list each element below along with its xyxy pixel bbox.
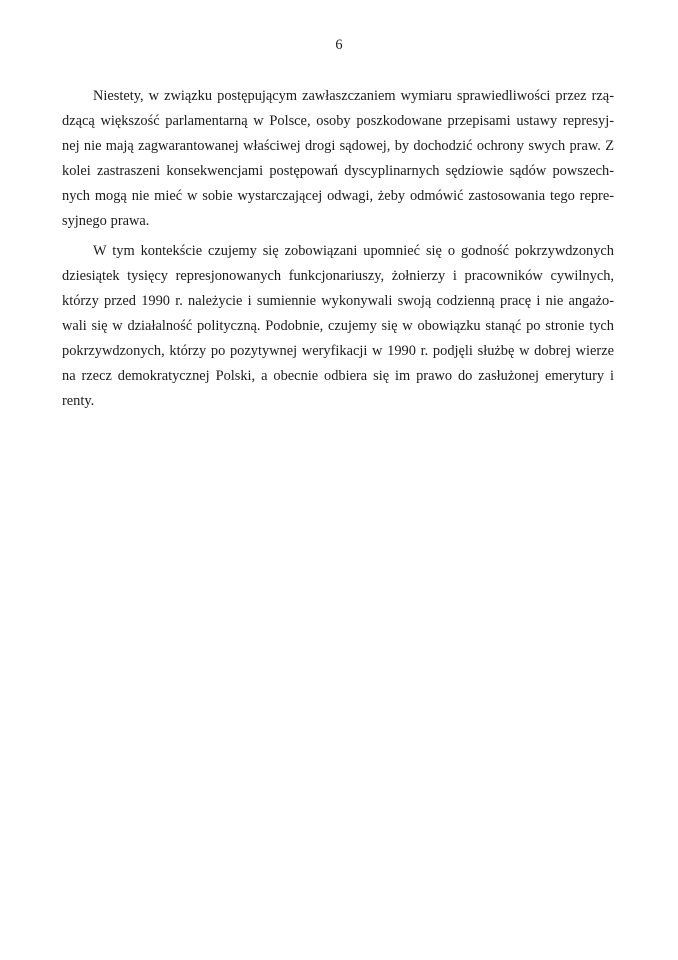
text-line: pokrzywdzonych, którzy po pozytywnej weryfikacji w 1990 r. podjęli służbę w dobrej wierze	[62, 343, 614, 359]
text-line: dziesiątek tysięcy represjonowanych funkcjonariuszy, żołnierzy i pracowników cywilnych,	[62, 268, 614, 284]
paragraph-2	[62, 239, 614, 414]
page-number: 6	[335, 37, 343, 53]
text-line: syjnego prawa.	[62, 213, 150, 229]
page-content	[62, 84, 614, 419]
text-line: na rzecz demokratycznej Polski, a obecnie odbiera się im prawo do zasłużonej emerytury i	[62, 368, 614, 384]
text-line: nych mogą nie mieć w sobie wystarczającej odwagi, żeby odmówić zastosowania tego repre-	[62, 188, 614, 204]
text-line: wali się w działalność polityczną. Podobnie, czujemy się w obowiązku stanąć po stronie tych	[62, 318, 614, 334]
text-line: W tym kontekście czujemy się zobowiązani upomnieć się o godność pokrzywdzonych	[93, 243, 614, 259]
text-line: dzącą większość parlamentarną w Polsce, osoby poszkodowane przepisami ustawy represyj-	[62, 113, 614, 129]
text-line: kolei zastraszeni konsekwencjami postępowań dyscyplinarnych sędziowie sądów powszech-	[62, 163, 614, 179]
text-line: Niestety, w związku postępującym zawłaszczaniem wymiaru sprawiedliwości przez rzą-	[93, 88, 614, 104]
text-line: nej nie mają zagwarantowanej właściwej drogi sądowej, by dochodzić ochrony swych praw. Z	[62, 138, 614, 154]
text-line: którzy przed 1990 r. należycie i sumiennie wykonywali swoją codzienną pracę i nie angażo-	[62, 293, 614, 309]
paragraph-1	[62, 84, 614, 234]
text-line: renty.	[62, 393, 95, 409]
